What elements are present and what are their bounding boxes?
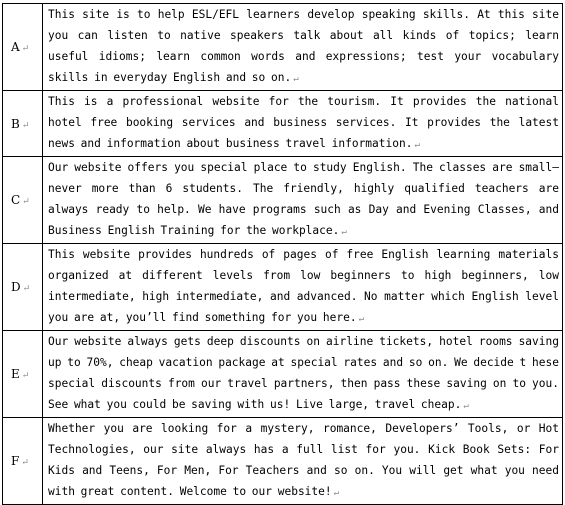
row-label-cell	[3, 91, 43, 157]
row-label: B	[11, 116, 20, 131]
row-text-cell	[43, 157, 563, 244]
paragraph-mark-icon: ↵	[21, 44, 30, 54]
row-text-cell	[43, 418, 563, 505]
paragraph-mark-icon: ↵	[414, 140, 420, 150]
paragraph-mark-icon: ↵	[21, 458, 29, 468]
paragraph-mark-icon: ↵	[293, 74, 299, 84]
paragraph-mark-icon: ↵	[21, 371, 30, 381]
paragraph-mark-icon: ↵	[463, 401, 469, 411]
row-label-cell	[3, 157, 43, 244]
paragraph-mark-icon: ↵	[22, 284, 31, 294]
table-row	[3, 91, 563, 157]
paragraph-mark-icon: ↵	[341, 227, 347, 237]
row-label-cell	[3, 4, 43, 91]
paragraph-mark-icon: ↵	[22, 197, 30, 207]
paragraph-mark-icon: ↵	[21, 120, 30, 131]
row-text-cell	[43, 331, 563, 418]
row-label: F	[11, 454, 20, 468]
table-row	[3, 4, 563, 91]
paragraph-mark-icon: ↵	[358, 314, 364, 324]
row-label: E	[11, 367, 20, 381]
table-row	[3, 244, 563, 331]
row-description: Our website always gets deep discounts on airline tickets, hotel rooms saving up to 70%, cheap vacation package at special rates and so on. We decide t hese special discounts from our travel partners, then pass these saving on to you. See what you could be saving with us! Live large, travel cheap.	[48, 335, 559, 411]
website-descriptions-table	[2, 3, 563, 505]
paragraph-mark-icon: ↵	[333, 488, 340, 498]
row-description: This is a professional website for the tourism. It provides the national hotel free booking services and business services. It provides the latest news and information about business travel information.	[48, 95, 559, 150]
row-label-cell	[3, 418, 43, 505]
row-description: This website provides hundreds of pages of free English learning materials organized at different levels from low beginners to high beginners, low intermediate, high intermediate, and advanced. No matter which English level you are at, you’ll find something for you here.	[48, 248, 559, 324]
row-text-cell	[43, 244, 563, 331]
row-label: D	[11, 280, 21, 294]
table-row	[3, 157, 563, 244]
row-label-cell	[3, 331, 43, 418]
row-label-cell	[3, 244, 43, 331]
row-label: A	[11, 40, 20, 54]
row-description: Our website offers you special place to study English. The classes are small—never more than 6 students. The friendly, highly qualified teachers are always ready to help. We have programs such as Day and Evening Classes, and Business English Training for the workplace.	[48, 161, 559, 237]
table-row	[3, 418, 563, 505]
row-text-cell	[43, 91, 563, 157]
row-description: This site is to help ESL/EFL learners develop speaking skills. At this site you can listen to native speakers talk about all kinds of topics; learn useful idioms; learn common words and expressions; test your vocabulary skills in everyday English and so on.	[48, 8, 559, 84]
row-description: Whether you are looking for a mystery, romance, Developers’ Tools, or Hot Technologies, our site always has a full list for you. Kick Book Sets: For Kids and Teens, For Men, For Teachers and so on. You will get what you need with great content. Welcome to our website!	[48, 422, 559, 498]
table-row	[3, 331, 563, 418]
row-label: C	[11, 193, 21, 207]
row-text-cell	[43, 4, 563, 91]
